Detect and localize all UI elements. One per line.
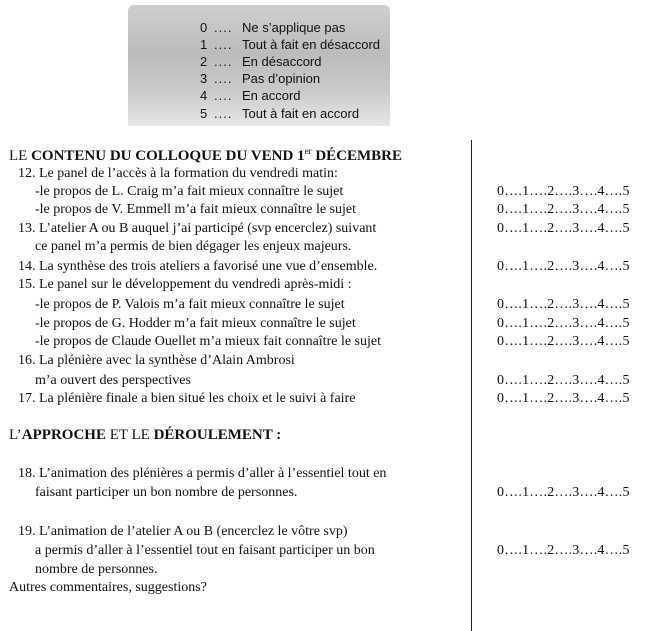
- heading-bold: APPROCHE: [21, 427, 106, 443]
- rating-scale[interactable]: 0….1….2….3….4….5: [497, 391, 630, 406]
- legend-row-0: [200, 19, 345, 36]
- rating-scale[interactable]: 0….1….2….3….4….5: [497, 184, 630, 199]
- question-line: ce panel m’a permis de bien dégager les enjeux majeurs.: [35, 239, 352, 254]
- legend-number: 3: [200, 71, 208, 86]
- question-line: -le propos de V. Emmell m’a fait mieux connaître le sujet: [35, 202, 357, 217]
- heading-prefix: LE: [9, 148, 32, 164]
- heading-bold: DÉROULEMENT: [153, 427, 273, 443]
- rating-scale[interactable]: 0….1….2….3….4….5: [497, 316, 630, 331]
- question-line: nombre de personnes.: [35, 562, 158, 577]
- question-line: m’a ouvert des perspectives: [35, 373, 191, 388]
- legend-number: 4: [200, 88, 208, 103]
- legend-dots: ....: [214, 106, 233, 121]
- legend-row-3: [200, 70, 320, 87]
- heading-mid: ET LE: [105, 427, 154, 443]
- question-line: 15. Le panel sur le développement du vendredi après-midi :: [18, 277, 352, 292]
- question-line: 14. La synthèse des trois ateliers a favorisé une vue d’ensemble.: [18, 259, 378, 274]
- heading-sup: er: [304, 146, 312, 156]
- rating-scale[interactable]: 0….1….2….3….4….5: [497, 334, 630, 349]
- question-line: 18. L’animation des plénières a permis d’aller à l’essentiel tout en: [18, 466, 387, 481]
- question-line: -le propos de L. Craig m’a fait mieux connaître le sujet: [35, 184, 344, 199]
- section-heading-contenu: [9, 148, 402, 165]
- column-divider: [471, 140, 472, 631]
- legend-number: 1: [200, 37, 208, 52]
- legend-label: Ne s’applique pas: [242, 20, 346, 35]
- legend-dots: ....: [214, 71, 233, 86]
- legend-number: 5: [200, 106, 208, 121]
- question-line: a permis d’aller à l’essentiel tout en faisant participer un bon: [35, 543, 375, 558]
- rating-scale[interactable]: 0….1….2….3….4….5: [497, 297, 630, 312]
- question-line: -le propos de P. Valois m’a fait mieux connaître le sujet: [35, 297, 345, 312]
- rating-scale[interactable]: 0….1….2….3….4….5: [497, 259, 630, 274]
- heading-suffix: DÉCEMBRE: [311, 148, 403, 164]
- rating-scale[interactable]: 0….1….2….3….4….5: [497, 202, 630, 217]
- legend-row-5: [200, 105, 359, 122]
- rating-scale[interactable]: 0….1….2….3….4….5: [497, 221, 630, 236]
- legend-number: 2: [200, 54, 208, 69]
- question-line: -le propos de G. Hodder m’a fait mieux connaître le sujet: [35, 316, 356, 331]
- rating-scale[interactable]: 0….1….2….3….4….5: [497, 543, 630, 558]
- legend-dots: ....: [214, 88, 233, 103]
- legend-label: Tout à fait en accord: [242, 106, 360, 121]
- legend-row-4: [200, 87, 301, 104]
- section-heading-approche: [9, 427, 281, 444]
- comments-prompt: Autres commentaires, suggestions?: [9, 580, 207, 595]
- legend-row-2: [200, 53, 322, 70]
- legend-row-1: [200, 36, 380, 53]
- heading-bold: CONTENU DU COLLOQUE DU VEND 1: [31, 148, 305, 164]
- legend-dots: ....: [214, 37, 233, 52]
- heading-suffix: :: [272, 427, 282, 443]
- legend-label: Tout à fait en désaccord: [242, 37, 381, 52]
- legend-dots: ....: [214, 20, 233, 35]
- legend-label: Pas d’opinion: [242, 71, 321, 86]
- legend-number: 0: [200, 20, 208, 35]
- question-line: 17. La plénière finale a bien situé les choix et le suivi à faire: [18, 391, 356, 406]
- rating-scale[interactable]: 0….1….2….3….4….5: [497, 485, 630, 500]
- legend-label: En désaccord: [242, 54, 322, 69]
- question-line: -le propos de Claude Ouellet m’a mieux fait connaître le sujet: [35, 334, 381, 349]
- question-line: 16. La plénière avec la synthèse d’Alain Ambrosi: [18, 353, 295, 368]
- rating-legend: [128, 5, 390, 126]
- question-line: faisant participer un bon nombre de personnes.: [35, 485, 298, 500]
- question-line: 19. L’animation de l’atelier A ou B (encerclez le vôtre svp): [18, 524, 348, 539]
- legend-dots: ....: [214, 54, 233, 69]
- question-line: 13. L’atelier A ou B auquel j’ai participé (svp encerclez) suivant: [18, 221, 377, 236]
- heading-prefix: L’: [9, 427, 22, 443]
- rating-scale[interactable]: 0….1….2….3….4….5: [497, 373, 630, 388]
- question-line: 12. Le panel de l’accès à la formation du vendredi matin:: [18, 166, 338, 181]
- legend-label: En accord: [242, 88, 301, 103]
